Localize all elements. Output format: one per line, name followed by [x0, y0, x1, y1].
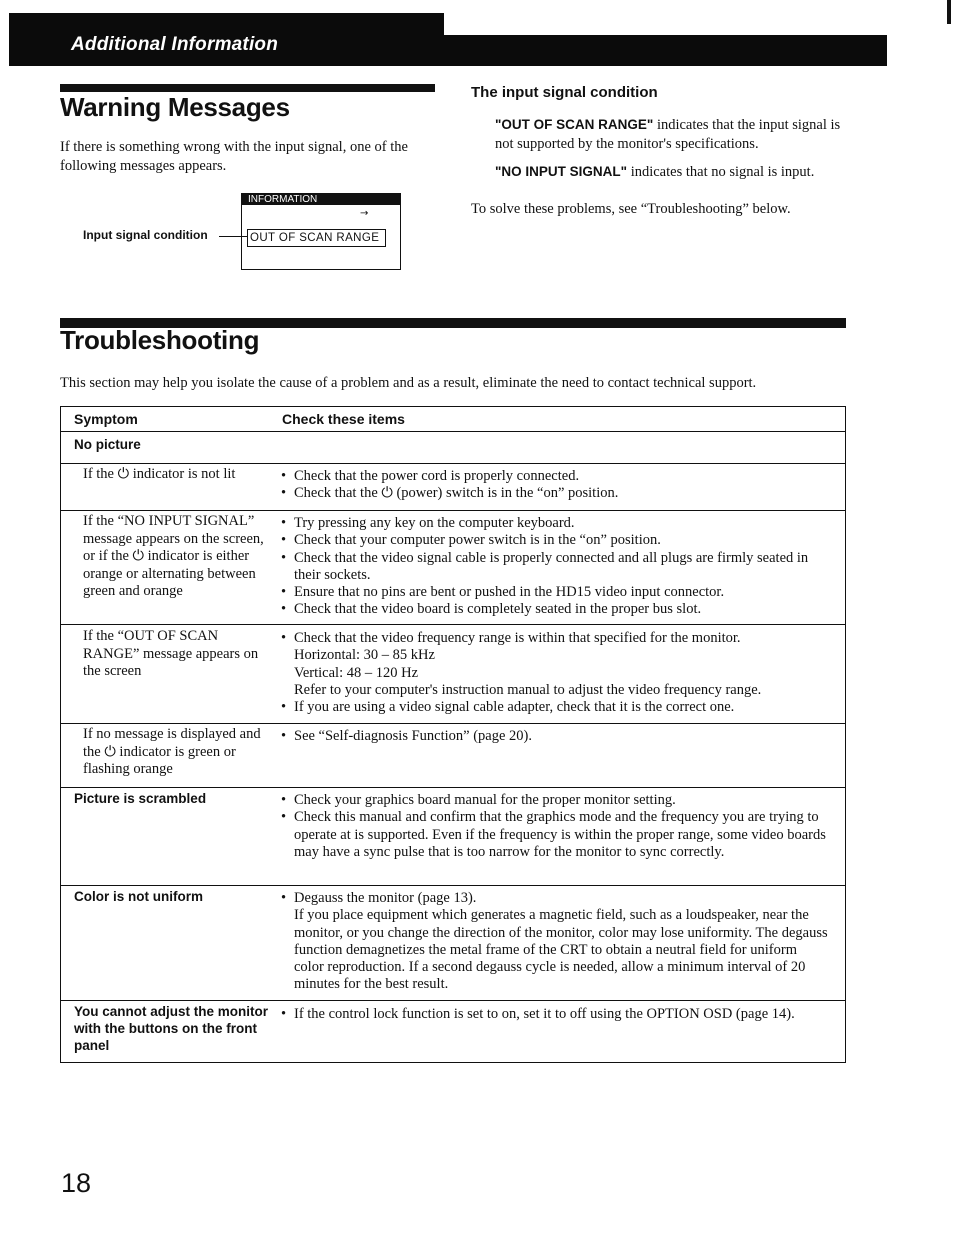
warning-intro: If there is something wrong with the input signal, one of the following messages appears. — [60, 139, 408, 174]
check-item: • Check that the ⏻ (power) switch is in the “on” position. — [281, 485, 829, 502]
check-item: • If you are using a video signal cable adapter, check that it is the correct one. — [281, 699, 829, 716]
symptom-cell: If the ⏻ indicator is not lit — [83, 466, 236, 482]
check-list — [281, 630, 829, 716]
check-item-detail: Horizontal: 30 – 85 kHz — [294, 647, 435, 664]
table-divider — [61, 723, 845, 724]
msg2-term: "NO INPUT SIGNAL" — [495, 164, 628, 179]
input-signal-msg1 — [495, 115, 845, 154]
check-item-detail: Vertical: 48 – 120 Hz — [294, 664, 419, 681]
check-list — [281, 728, 829, 745]
check-item: • Check that the power cord is properly connected. — [281, 468, 829, 485]
check-item: • Try pressing any key on the computer keyboard. — [281, 515, 829, 532]
table-divider — [61, 787, 845, 788]
check-item: • If the control lock function is set to on, set it to off using the OPTION OSD (page 14). — [281, 1006, 829, 1023]
symptom-cell: Color is not uniform — [74, 889, 203, 904]
msg1-text: indicates that the input signal is not supported by the monitor's specifications. — [495, 117, 841, 152]
check-list — [281, 515, 829, 619]
symptom-cell: If no message is displayed and the ⏻ indicator is green or flashing orange — [83, 726, 261, 777]
table-divider — [61, 510, 845, 511]
symptom-cell: You cannot adjust the monitor with the buttons on the front panel — [74, 1004, 268, 1053]
osd-header: INFORMATION — [242, 194, 400, 205]
check-list — [281, 792, 829, 861]
input-signal-msg2 — [495, 162, 845, 182]
page-number: 18 — [61, 1168, 92, 1198]
check-item: • Check your graphics board manual for the proper monitor setting. — [281, 792, 829, 809]
check-list — [281, 1006, 829, 1023]
banner-notch — [444, 13, 896, 35]
msg2-text: indicates that no signal is input. — [627, 164, 815, 180]
table-divider — [61, 463, 845, 464]
osd-message: OUT OF SCAN RANGE — [247, 229, 386, 247]
check-item: • Check this manual and confirm that the graphics mode and the frequency you are trying to operate at is supported. Even if the frequency is within the proper range, some video boards may have a sync pulse that is too narrow for the monitor to sync correctly. — [281, 809, 829, 861]
table-divider — [61, 624, 845, 625]
callout-label: Input signal condition — [83, 228, 208, 242]
troubleshooting-intro: This section may help you isolate the cause of a problem and as a result, eliminate the need to contact technical support. — [60, 375, 757, 391]
check-item: • Check that the video frequency range is within that specified for the monitor. — [281, 630, 829, 647]
section-title: Additional Information — [71, 34, 279, 55]
check-list — [281, 890, 829, 994]
troubleshooting-title: Troubleshooting — [60, 325, 260, 355]
symptom-cell: Picture is scrambled — [74, 791, 207, 806]
check-item: • Check that the video board is completely seated in the proper bus slot. — [281, 601, 829, 618]
symptom-cell: If the “OUT OF SCAN RANGE” message appears on the screen — [83, 628, 259, 679]
check-item: • Degauss the monitor (page 13). — [281, 890, 829, 907]
check-item: • Ensure that no pins are bent or pushed in the HD15 video input connector. — [281, 584, 829, 601]
troubleshooting-table — [60, 406, 846, 1063]
group-no-picture: No picture — [74, 437, 141, 452]
col-header-symptom: Symptom — [74, 411, 138, 427]
check-item: • See “Self-diagnosis Function” (page 20). — [281, 728, 829, 745]
osd-arrow-icon: → — [360, 208, 369, 219]
symptom-cell: If the “NO INPUT SIGNAL” message appears on the screen, or if the ⏻ indicator is either orange or alternating between green and orange — [83, 513, 264, 599]
check-item: • Check that your computer power switch is in the “on” position. — [281, 532, 829, 549]
check-item-detail: Refer to your computer's instruction manual to adjust the video frequency range. — [294, 681, 762, 698]
check-list — [281, 468, 829, 503]
page-edge-mark — [947, 0, 951, 24]
warning-title: Warning Messages — [60, 92, 290, 122]
osd-illustration — [241, 193, 401, 270]
input-signal-title: The input signal condition — [471, 84, 658, 101]
input-signal-solve: To solve these problems, see “Troubleshooting” below. — [471, 201, 791, 217]
warning-rule — [60, 84, 435, 92]
col-header-check: Check these items — [282, 411, 405, 427]
table-divider — [61, 1000, 845, 1001]
check-item: • Check that the video signal cable is properly connected and all plugs are firmly seated in their sockets. — [281, 550, 829, 585]
table-divider — [61, 885, 845, 886]
check-item-detail: If you place equipment which generates a magnetic field, such as a loudspeaker, near the monitor, or you change the direction of the monitor, color may lose uniformity. The degauss function demagnetizes the metal frame of the CRT to obtain a neutral field for uniform color reproduction. If a second degauss cycle is needed, allow a minimum interval of 20 minutes for the best result. — [294, 907, 828, 993]
msg1-term: "OUT OF SCAN RANGE" — [495, 117, 654, 132]
section-banner — [9, 13, 887, 66]
table-divider — [61, 431, 845, 432]
